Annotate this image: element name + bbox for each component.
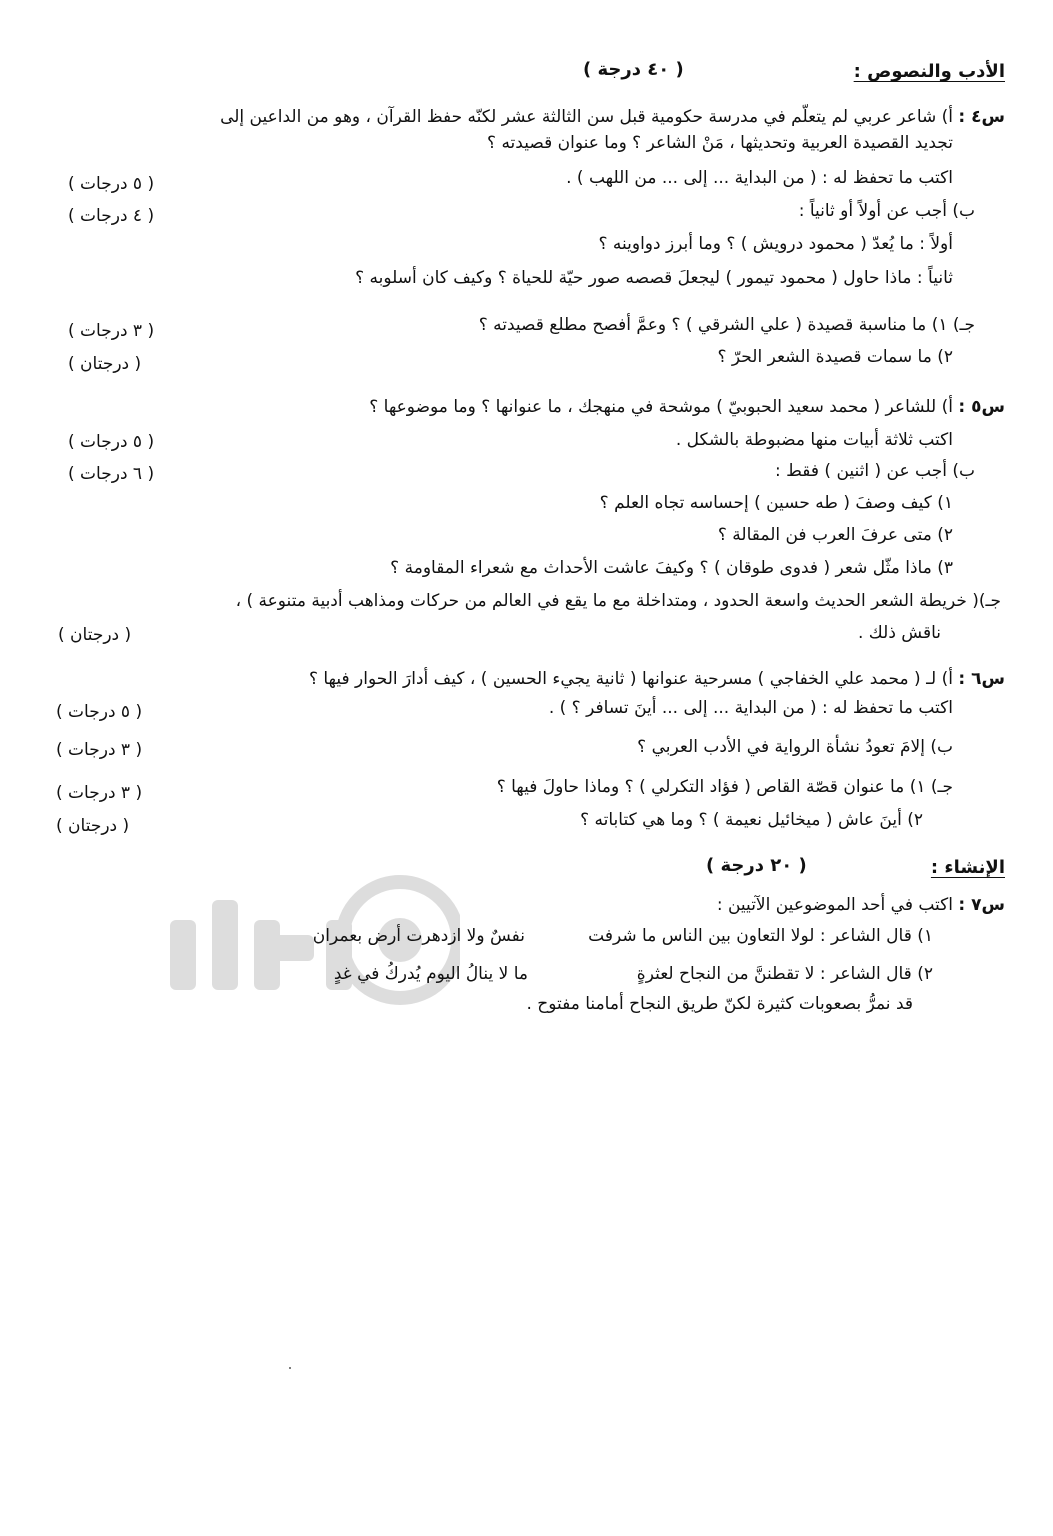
q5-a-line2: اكتب ثلاثة أبيات منها مضبوطة بالشكل . bbox=[675, 430, 953, 450]
q5-b-item1: ١) كيف وصفَ ( طه حسين ) إحساسه تجاه العلم ؟ bbox=[599, 493, 953, 513]
q5-a-line1: أ) للشاعر ( محمد سعيد الحبوبيّ ) موشحة في منهجك ، ما عنوانها ؟ وما موضوعها ؟ bbox=[369, 397, 953, 417]
q5-b-item2: ٢) متى عرفَ العرب فن المقالة ؟ bbox=[717, 525, 953, 545]
q4-a-line2: تجديد القصيدة العربية وتحديثها ، مَنْ الشاعر ؟ وما عنوان قصيدته ؟ bbox=[487, 133, 953, 153]
q4-b-mark: ( ٤ درجات ) bbox=[68, 206, 155, 226]
q7-topic1-first-hemistich: ١) قال الشاعر : لولا التعاون بين الناس ما شرفت bbox=[588, 926, 933, 946]
question-7-label: س٧ : bbox=[958, 895, 1005, 915]
q5-b-line1: ب) أجب عن ( اثنين ) فقط : bbox=[775, 461, 975, 481]
q6-b-mark: ( ٣ درجات ) bbox=[56, 740, 143, 760]
q5-c-mark: ( درجتان ) bbox=[58, 625, 132, 645]
q7-intro: اكتب في أحد الموضوعين الآتيين : bbox=[716, 895, 953, 915]
q5-c-line2: ناقش ذلك . bbox=[858, 623, 941, 643]
section-grade-literature: ( ٤٠ درجة ) bbox=[583, 59, 684, 80]
q6-c-mark2: ( درجتان ) bbox=[56, 816, 130, 836]
q4-b-second: ثانياً : ماذا حاول ( محمود تيمور ) ليجعلَ قصصه صور حيّة للحياة ؟ وكيف كان أسلوبه ؟ bbox=[355, 268, 953, 288]
q5-c-line1: جـ)( خريطة الشعر الحديث واسعة الحدود ، ومتداخلة مع ما يقع في العالم من حركات ومذاهب أدبية متنوعة ) ، bbox=[235, 591, 1001, 611]
q6-c-mark1: ( ٣ درجات ) bbox=[56, 783, 143, 803]
q6-b-line1: ب) إلامَ تعودُ نشأة الرواية في الأدب العربي ؟ bbox=[637, 737, 953, 757]
q5-a-mark: ( ٥ درجات ) bbox=[68, 432, 155, 452]
q4-c-line1: جـ) ١) ما مناسبة قصيدة ( علي الشرقي ) ؟ وعمَّ أفصح مطلع قصيدته ؟ bbox=[478, 315, 975, 335]
q4-c-mark2: ( درجتان ) bbox=[68, 354, 142, 374]
q6-a-mark: ( ٥ درجات ) bbox=[56, 702, 143, 722]
q4-b-first: أولاً : ما يُعدّ ( محمود درويش ) ؟ وما أبرز دواوينه ؟ bbox=[598, 234, 953, 254]
section-title-literature: الأدب والنصوص : bbox=[853, 61, 1005, 82]
q7-topic2-first-hemistich: ٢) قال الشاعر : لا تقطننَّ من النجاح لعثرةٍ bbox=[636, 964, 933, 984]
q6-c-line2: ٢) أينَ عاش ( ميخائيل نعيمة ) ؟ وما هي كتاباته ؟ bbox=[580, 810, 923, 830]
q4-a-line1: أ) شاعر عربي لم يتعلّم في مدرسة حكومية قبل سن الثالثة عشر لكنّه حفظ القرآن ، وهو من الداعين إلى bbox=[220, 107, 953, 127]
q7-topic1-second-hemistich: نفسٌ ولا ازدهرت أرض بعمران bbox=[312, 926, 525, 946]
q4-a-mark: ( ٥ درجات ) bbox=[68, 174, 155, 194]
q5-b-item3: ٣) ماذا مثّل شعر ( فدوى طوقان ) ؟ وكيفَ عاشت الأحداث مع شعراء المقاومة ؟ bbox=[390, 558, 953, 578]
question-4-label: س٤ : bbox=[958, 107, 1005, 127]
q5-b-mark: ( ٦ درجات ) bbox=[68, 464, 155, 484]
q6-c-line1: جـ) ١) ما عنوان قصّة القاص ( فؤاد التكرلي ) ؟ وماذا حاولَ فيها ؟ bbox=[496, 777, 953, 797]
q4-c-line2: ٢) ما سمات قصيدة الشعر الحرّ ؟ bbox=[717, 347, 953, 367]
section-grade-composition: ( ٢٠ درجة ) bbox=[706, 855, 807, 876]
question-6-label: س٦ : bbox=[958, 669, 1005, 689]
q4-b-line1: ب) أجب عن أولاً أو ثانياً : bbox=[798, 201, 975, 221]
section-title-composition: الإنشاء : bbox=[930, 857, 1005, 878]
q6-a-line1: أ) لـ ( محمد علي الخفاجي ) مسرحية عنوانها ( ثانية يجيء الحسين ) ، كيف أدارَ الحوار فيها ؟ bbox=[308, 669, 953, 689]
q7-topic2-second-hemistich: ما لا ينالُ اليوم يُدركُ في غدٍ bbox=[333, 964, 528, 984]
q6-a-line2: اكتب ما تحفظ له : ( من البداية ... إلى ... أينَ تسافر ؟ ) . bbox=[548, 698, 953, 718]
q7-topic2-statement: قد نمرُّ بصعوبات كثيرة لكنّ طريق النجاح أمامنا مفتوح . bbox=[526, 994, 913, 1014]
question-5-label: س٥ : bbox=[958, 397, 1005, 417]
q4-c-mark1: ( ٣ درجات ) bbox=[68, 321, 155, 341]
q4-a-line3: اكتب ما تحفظ له : ( من البداية ... إلى ... من اللهب ) . bbox=[566, 168, 953, 188]
stray-dot bbox=[289, 1367, 291, 1369]
